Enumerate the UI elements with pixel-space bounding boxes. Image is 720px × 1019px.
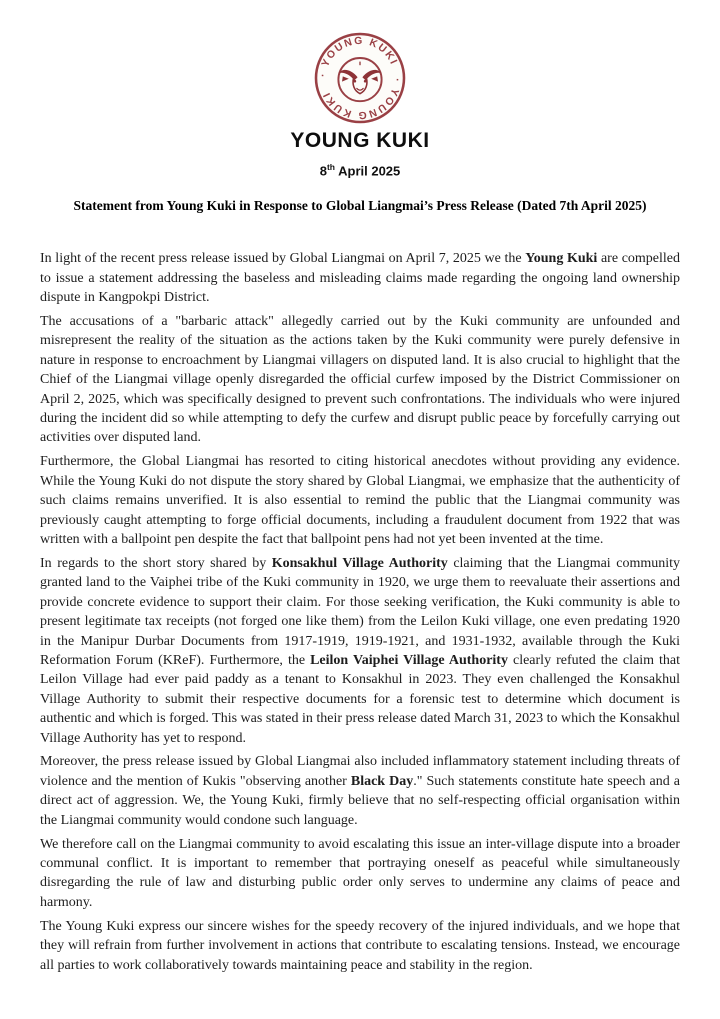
statement-title: Statement from Young Kuki in Response to Global Liangmai’s Press Release (Dated 7th April 2025)	[73, 198, 647, 214]
paragraph-2: The accusations of a "barbaric attack" allegedly carried out by the Kuki community are unfounded and misrepresent the reality of the situation as the actions taken by the Kuki community were purely defensive in nature in response to encroachment by Liangmai villagers on disputed land. It is also crucial to highlight that the Chief of the Liangmai village openly disregarded the official curfew imposed by the District Commissioner on April 2, 2025, which was specifically designed to prevent such confrontations. The individuals who were injured during the incident did so while attempting to defy the curfew and disrupt public peace by forcefully carrying out activities over disputed land.	[40, 314, 680, 446]
seal-arc-text-top: · YOUNG KUKI	[317, 35, 400, 78]
paragraph-6: We therefore call on the Liangmai community to avoid escalating this issue an inter-village dispute into a broader communal conflict. It is important to remember that portraying oneself as peaceful while simultaneously disregarding the rule of law and disturbing public order only serves to undermine any claims of peace and harmony.	[40, 836, 680, 910]
paragraph-7: The Young Kuki express our sincere wishes for the speedy recovery of the injured individuals, and we hope that they will refrain from further involvement in actions that contribute to escalating tensions. Instead, we encourage all parties to work collaboratively towards maintaining peace and stability in the region.	[40, 918, 680, 973]
paragraph-4: In regards to the short story shared by Konsakhul Village Authority claiming that the Liangmai community granted land to the Vaiphei tribe of the Kuki community in 1920, we urge them to reevaluate their assertions and provide concrete evidence to support their claim. For those seeking verification, the Kuki community is able to present legitimate tax receipts (not forged one like them) from the Leilon Kuki village, one even predating 1920 in the Manipur Durbar Documents from 1917-1919, 1919-1921, and 1931-1932, available through the Kuki Reformation Forum (KReF). Furthermore, the Leilon Vaiphei Village Authority clearly refuted the claim that Leilon Village had ever paid paddy as a tenant to Konsakhul in 2023. They even challenged the Konsakhul Village Authority to submit their respective documents for a forensic test to determine which document is authentic and which is forged. This was stated in their press release dated March 31, 2023 to which the Konsakhul Village Authority has yet to respond.	[40, 555, 681, 746]
seal-icon	[312, 30, 408, 126]
document-header	[0, 0, 720, 214]
date-rest: April 2025	[334, 163, 401, 179]
date-line	[0, 162, 720, 178]
date-day: 8	[319, 163, 327, 179]
paragraph-3: Furthermore, the Global Liangmai has resorted to citing historical anecdotes without providing any evidence. While the Young Kuki do not dispute the story shared by Global Liangmai, we emphasize that the authenticity of such claims remains unverified. It is also essential to remind the public that the Liangmai community was previously caught attempting to forge official documents, including a fraudulent document from 1922 that was written with a ballpoint pen despite the fact that ballpoint pens had not yet been invented at the time.	[40, 454, 680, 548]
seal-arc-text-bottom: · YOUNG KUKI	[321, 77, 403, 121]
paragraph-5: Moreover, the press release issued by Global Liangmai also included inflammatory statement including threats of violence and the mention of Kukis "observing another Black Day." Such statements constitute hate speech and a direct act of aggression. We, the Young Kuki, firmly believe that no self-respecting official organisation within the Liangmai community would condone such language.	[40, 754, 680, 828]
statement-body	[0, 249, 720, 975]
org-name: YOUNG KUKI	[290, 129, 430, 152]
paragraph-1: In light of the recent press release issued by Global Liangmai on April 7, 2025 we the Young Kuki are compelled to issue a statement addressing the baseless and misleading claims made regarding the ongoing land ownership dispute in Kangpokpi District.	[40, 251, 681, 306]
date-ordinal-suffix: th	[326, 162, 335, 172]
young-kuki-seal-logo	[0, 30, 720, 126]
